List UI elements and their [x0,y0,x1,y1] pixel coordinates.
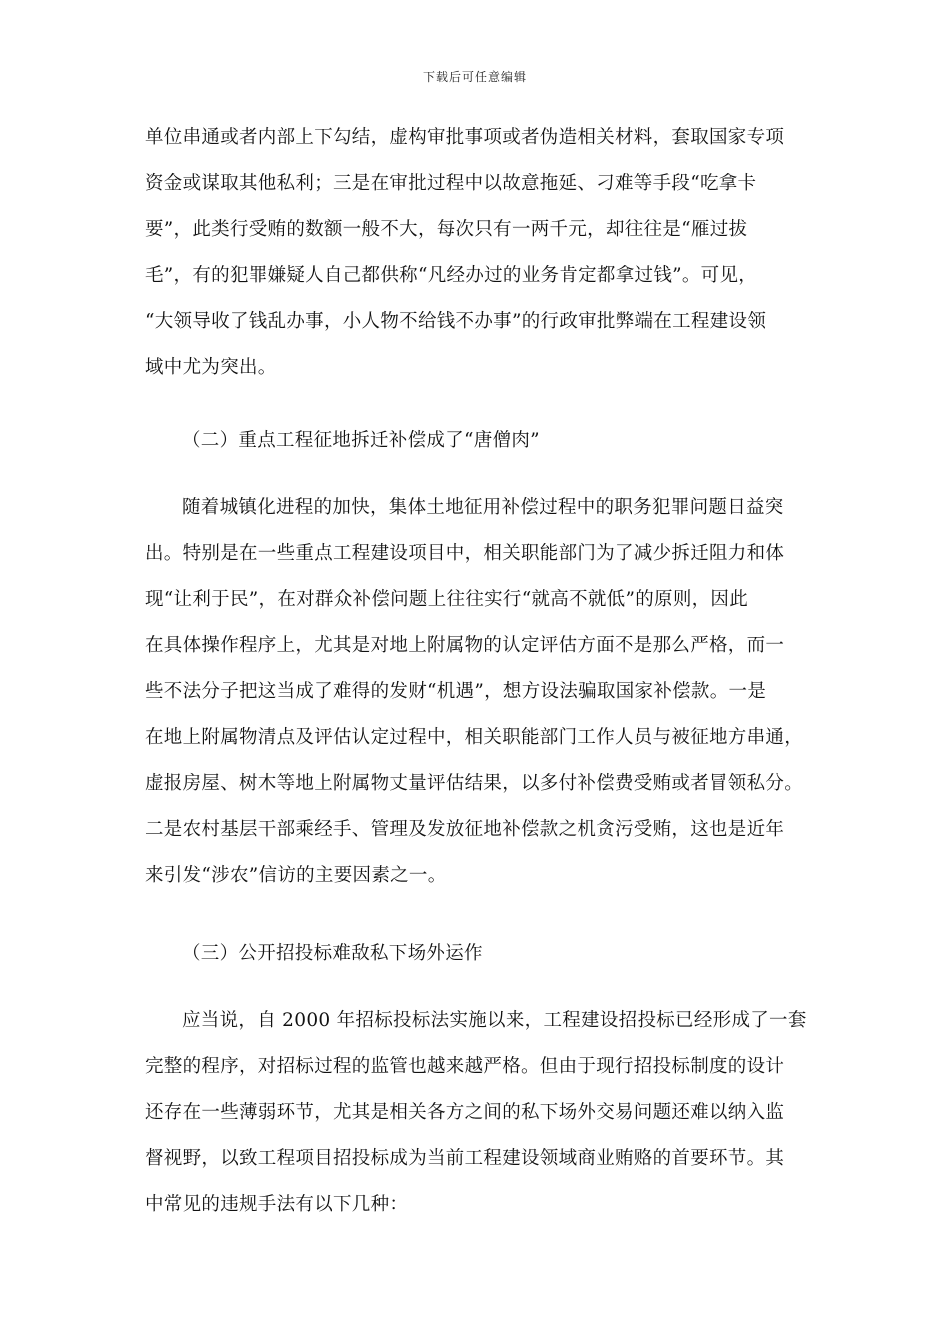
paragraph-line: 虚报房屋、树木等地上附属物丈量评估结果，以多付补偿费受贿或者冒领私分。 [145,773,804,794]
paragraph-line: 应当说，自 2000 年招标投标法实施以来，工程建设招投标已经形成了一套 [182,1010,807,1031]
paragraph-line: 督视野，以致工程项目招投标成为当前工程建设领域商业贿赂的首要环节。其 [145,1148,785,1169]
paragraph-line: 在具体操作程序上，尤其是对地上附属物的认定评估方面不是那么严格，而一 [145,635,785,656]
paragraph-line: 域中尤为突出。 [145,357,277,378]
paragraph-1 [145,115,807,391]
paragraph-line: 中常见的违规手法有以下几种： [145,1194,409,1215]
paragraph-line: 毛”，有的犯罪嫌疑人自己都供称“凡经办过的业务肯定都拿过钱”。可见， [145,265,758,286]
paragraph-3 [145,998,807,1228]
page-header: 下载后可任意编辑 [422,70,527,84]
paragraph-2 [145,485,807,899]
paragraph-line: 随着城镇化进程的加快，集体土地征用补偿过程中的职务犯罪问题日益突 [182,497,784,518]
paragraph-line: 来引发“涉农”信访的主要因素之一。 [145,865,447,886]
section-heading-2 [145,418,807,464]
paragraph-line: 现“让利于民”，在对群众补偿问题上往往实行“就高不就低”的原则，因此 [145,589,749,610]
paragraph-line: 完整的程序，对招标过程的监管也越来越严格。但由于现行招投标制度的设计 [145,1056,785,1077]
section-heading-3 [145,931,807,977]
paragraph-line: 出。特别是在一些重点工程建设项目中，相关职能部门为了减少拆迁阻力和体 [145,543,785,564]
paragraph-line: 在地上附属物清点及评估认定过程中，相关职能部门工作人员与被征地方串通， [145,727,804,748]
paragraph-line: 二是农村基层干部乘经手、管理及发放征地补偿款之机贪污受贿，这也是近年 [145,819,785,840]
paragraph-line: 单位串通或者内部上下勾结，虚构审批事项或者伪造相关材料，套取国家专项 [145,127,785,148]
paragraph-line: 要”，此类行受贿的数额一般不大，每次只有一两千元，却往往是“雁过拔 [145,219,748,240]
paragraph-line: 还存在一些薄弱环节，尤其是相关各方之间的私下场外交易问题还难以纳入监 [145,1102,785,1123]
paragraph-line: 些不法分子把这当成了难得的发财“机遇”，想方设法骗取国家补偿款。一是 [145,681,767,702]
section-heading: （三）公开招投标难敌私下场外运作 [182,943,483,964]
section-heading: （二）重点工程征地拆迁补偿成了“唐僧肉” [182,430,540,451]
paragraph-line: “大领导收了钱乱办事，小人物不给钱不办事”的行政审批弊端在工程建设领 [145,311,767,332]
paragraph-line: 资金或谋取其他私利；三是在审批过程中以故意拖延、刁难等手段“吃拿卡 [145,173,757,194]
